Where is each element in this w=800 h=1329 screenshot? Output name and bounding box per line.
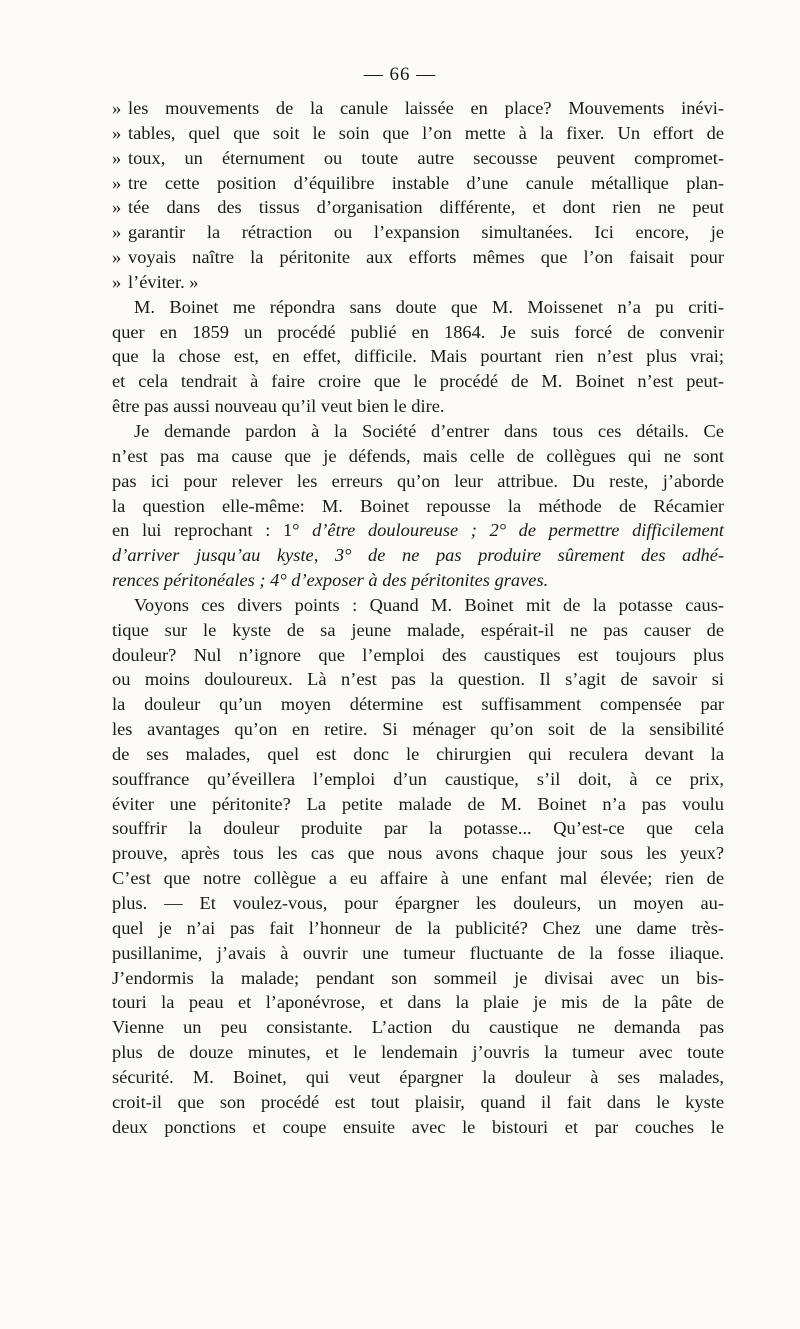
text-line xyxy=(112,941,724,966)
line-text: C’est que notre collègue a eu affaire à une enfant mal élevée; rien de xyxy=(112,868,724,889)
text-line xyxy=(112,270,724,295)
quote-mark: » xyxy=(112,271,122,292)
line-text: la douleur qu’un moyen détermine est suffisamment compensée par xyxy=(112,694,724,715)
text-line xyxy=(112,990,724,1015)
text-line xyxy=(112,245,724,270)
line-text: quer en 1859 un procédé publié en 1864. Je suis forcé de convenir xyxy=(112,321,724,342)
text-line xyxy=(112,171,724,196)
text-line xyxy=(112,1115,724,1140)
quote-mark: » xyxy=(112,147,122,168)
quote-mark: » xyxy=(112,197,122,218)
text-line xyxy=(112,344,724,369)
text-line xyxy=(112,295,724,320)
text-line xyxy=(112,1015,724,1040)
text-line xyxy=(112,891,724,916)
text-line xyxy=(112,816,724,841)
text-line xyxy=(112,1065,724,1090)
line-text: garantir la rétraction ou l’expansion simultanées. Ici encore, je xyxy=(128,222,724,243)
italic-text: rences péritonéales ; 4° d’exposer à des péritonites graves. xyxy=(112,570,549,591)
line-text: les avantages qu’on en retire. Si ménager qu’on soit de la sensibilité xyxy=(112,719,724,740)
italic-text: d’être douloureuse ; 2° de permettre difficilement xyxy=(312,520,724,541)
text-line xyxy=(112,1040,724,1065)
quote-mark: » xyxy=(112,247,122,268)
line-text: souffrance qu’éveillera l’emploi d’un caustique, s’il doit, à ce prix, xyxy=(112,768,724,789)
text-line xyxy=(112,916,724,941)
line-text: J’endormis la malade; pendant son sommeil je divisai avec un bis- xyxy=(112,967,724,988)
line-text: souffrir la douleur produite par la potasse... Qu’est-ce que cela xyxy=(112,818,724,839)
line-text: Voyons ces divers points : Quand M. Boinet mit de la potasse caus- xyxy=(134,594,724,615)
line-text: douleur? Nul n’ignore que l’emploi des caustiques est toujours plus xyxy=(112,644,724,665)
text-line xyxy=(112,717,724,742)
line-text: tre cette position d’équilibre instable d’une canule métallique plan- xyxy=(128,172,724,193)
line-text: les mouvements de la canule laissée en place? Mouvements inévi- xyxy=(128,98,724,118)
text-line xyxy=(112,444,724,469)
line-text: en lui reprochant : 1° xyxy=(112,520,313,541)
line-text: l’éviter. » xyxy=(128,271,199,292)
quote-mark: » xyxy=(112,122,122,143)
text-line xyxy=(112,543,724,568)
text-line xyxy=(112,320,724,345)
line-text: plus de douze minutes, et le lendemain j’ouvris la tumeur avec toute xyxy=(112,1042,724,1063)
line-text: ou moins douloureux. Là n’est pas la question. Il s’agit de savoir si xyxy=(112,669,724,690)
line-text: croit-il que son procédé est tout plaisir, quand il fait dans le kyste xyxy=(112,1091,724,1112)
text-line xyxy=(112,369,724,394)
text-line xyxy=(112,667,724,692)
text-line xyxy=(112,593,724,618)
text-line xyxy=(112,469,724,494)
text-line xyxy=(112,146,724,171)
text-line xyxy=(112,419,724,444)
page-body-text xyxy=(112,96,724,1139)
line-text: tique sur le kyste de sa jeune malade, espérait-il ne pas causer de xyxy=(112,619,724,640)
line-text: la question elle-même: M. Boinet repousse la méthode de Récamier xyxy=(112,495,724,516)
text-line xyxy=(112,643,724,668)
quote-mark: » xyxy=(112,222,122,243)
line-text: plus. — Et voulez-vous, pour épargner les douleurs, un moyen au- xyxy=(112,893,724,913)
line-text: être pas aussi nouveau qu’il veut bien le dire. xyxy=(112,396,445,417)
line-text: quel je n’ai pas fait l’honneur de la publicité? Chez une dame très- xyxy=(112,917,724,938)
text-line xyxy=(112,494,724,519)
line-text: pas ici pour relever les erreurs qu’on leur attribue. Du reste, j’aborde xyxy=(112,470,724,491)
line-text: voyais naître la péritonite aux efforts mêmes que l’on faisait pour xyxy=(128,247,724,268)
text-line xyxy=(112,568,724,593)
text-line xyxy=(112,767,724,792)
line-text: et cela tendrait à faire croire que le procédé de M. Boinet n’est peut- xyxy=(112,371,724,392)
page-number: — 66 — xyxy=(363,64,437,85)
text-line xyxy=(112,195,724,220)
quote-mark: » xyxy=(112,98,122,118)
text-line xyxy=(112,618,724,643)
line-text: n’est pas ma cause que je défends, mais celle de collègues qui ne sont xyxy=(112,445,724,466)
text-line xyxy=(112,518,724,543)
line-text: que la chose est, en effet, difficile. Mais pourtant rien n’est plus vrai; xyxy=(112,346,724,367)
quote-mark: » xyxy=(112,172,122,193)
text-line xyxy=(112,394,724,419)
italic-text: d’arriver jusqu’au kyste, 3° de ne pas produire sûrement des adhé- xyxy=(112,545,724,566)
text-line xyxy=(112,966,724,991)
line-text: tée dans des tissus d’organisation différente, et dont rien ne peut xyxy=(128,197,724,218)
text-line xyxy=(112,841,724,866)
line-text: tables, quel que soit le soin que l’on mette à la fixer. Un effort de xyxy=(128,122,724,143)
line-text: sécurité. M. Boinet, qui veut épargner la douleur à ses malades, xyxy=(112,1066,724,1087)
line-text: éviter une péritonite? La petite malade de M. Boinet n’a pas voulu xyxy=(112,793,724,814)
text-line xyxy=(112,96,724,121)
text-line xyxy=(112,692,724,717)
line-text: prouve, après tous les cas que nous avons chaque jour sous les yeux? xyxy=(112,843,724,864)
text-line xyxy=(112,792,724,817)
line-text: pusillanime, j’avais à ouvrir une tumeur fluctuante de la fosse iliaque. xyxy=(112,942,724,963)
text-line xyxy=(112,1090,724,1115)
line-text: touri la peau et l’aponévrose, et dans la plaie je mis de la pâte de xyxy=(112,992,724,1013)
text-line xyxy=(112,742,724,767)
text-line xyxy=(112,220,724,245)
text-line xyxy=(112,866,724,891)
line-text: Je demande pardon à la Société d’entrer dans tous ces détails. Ce xyxy=(134,420,724,441)
line-text: Vienne un peu consistante. L’action du caustique ne demanda pas xyxy=(112,1017,724,1038)
line-text: M. Boinet me répondra sans doute que M. Moissenet n’a pu criti- xyxy=(134,296,724,317)
line-text: deux ponctions et coupe ensuite avec le bistouri et par couches le xyxy=(112,1116,724,1137)
text-line xyxy=(112,121,724,146)
line-text: de ses malades, quel est donc le chirurgien qui reculera devant la xyxy=(112,743,724,764)
line-text: toux, un éternument ou toute autre secousse peuvent compromet- xyxy=(128,147,724,168)
